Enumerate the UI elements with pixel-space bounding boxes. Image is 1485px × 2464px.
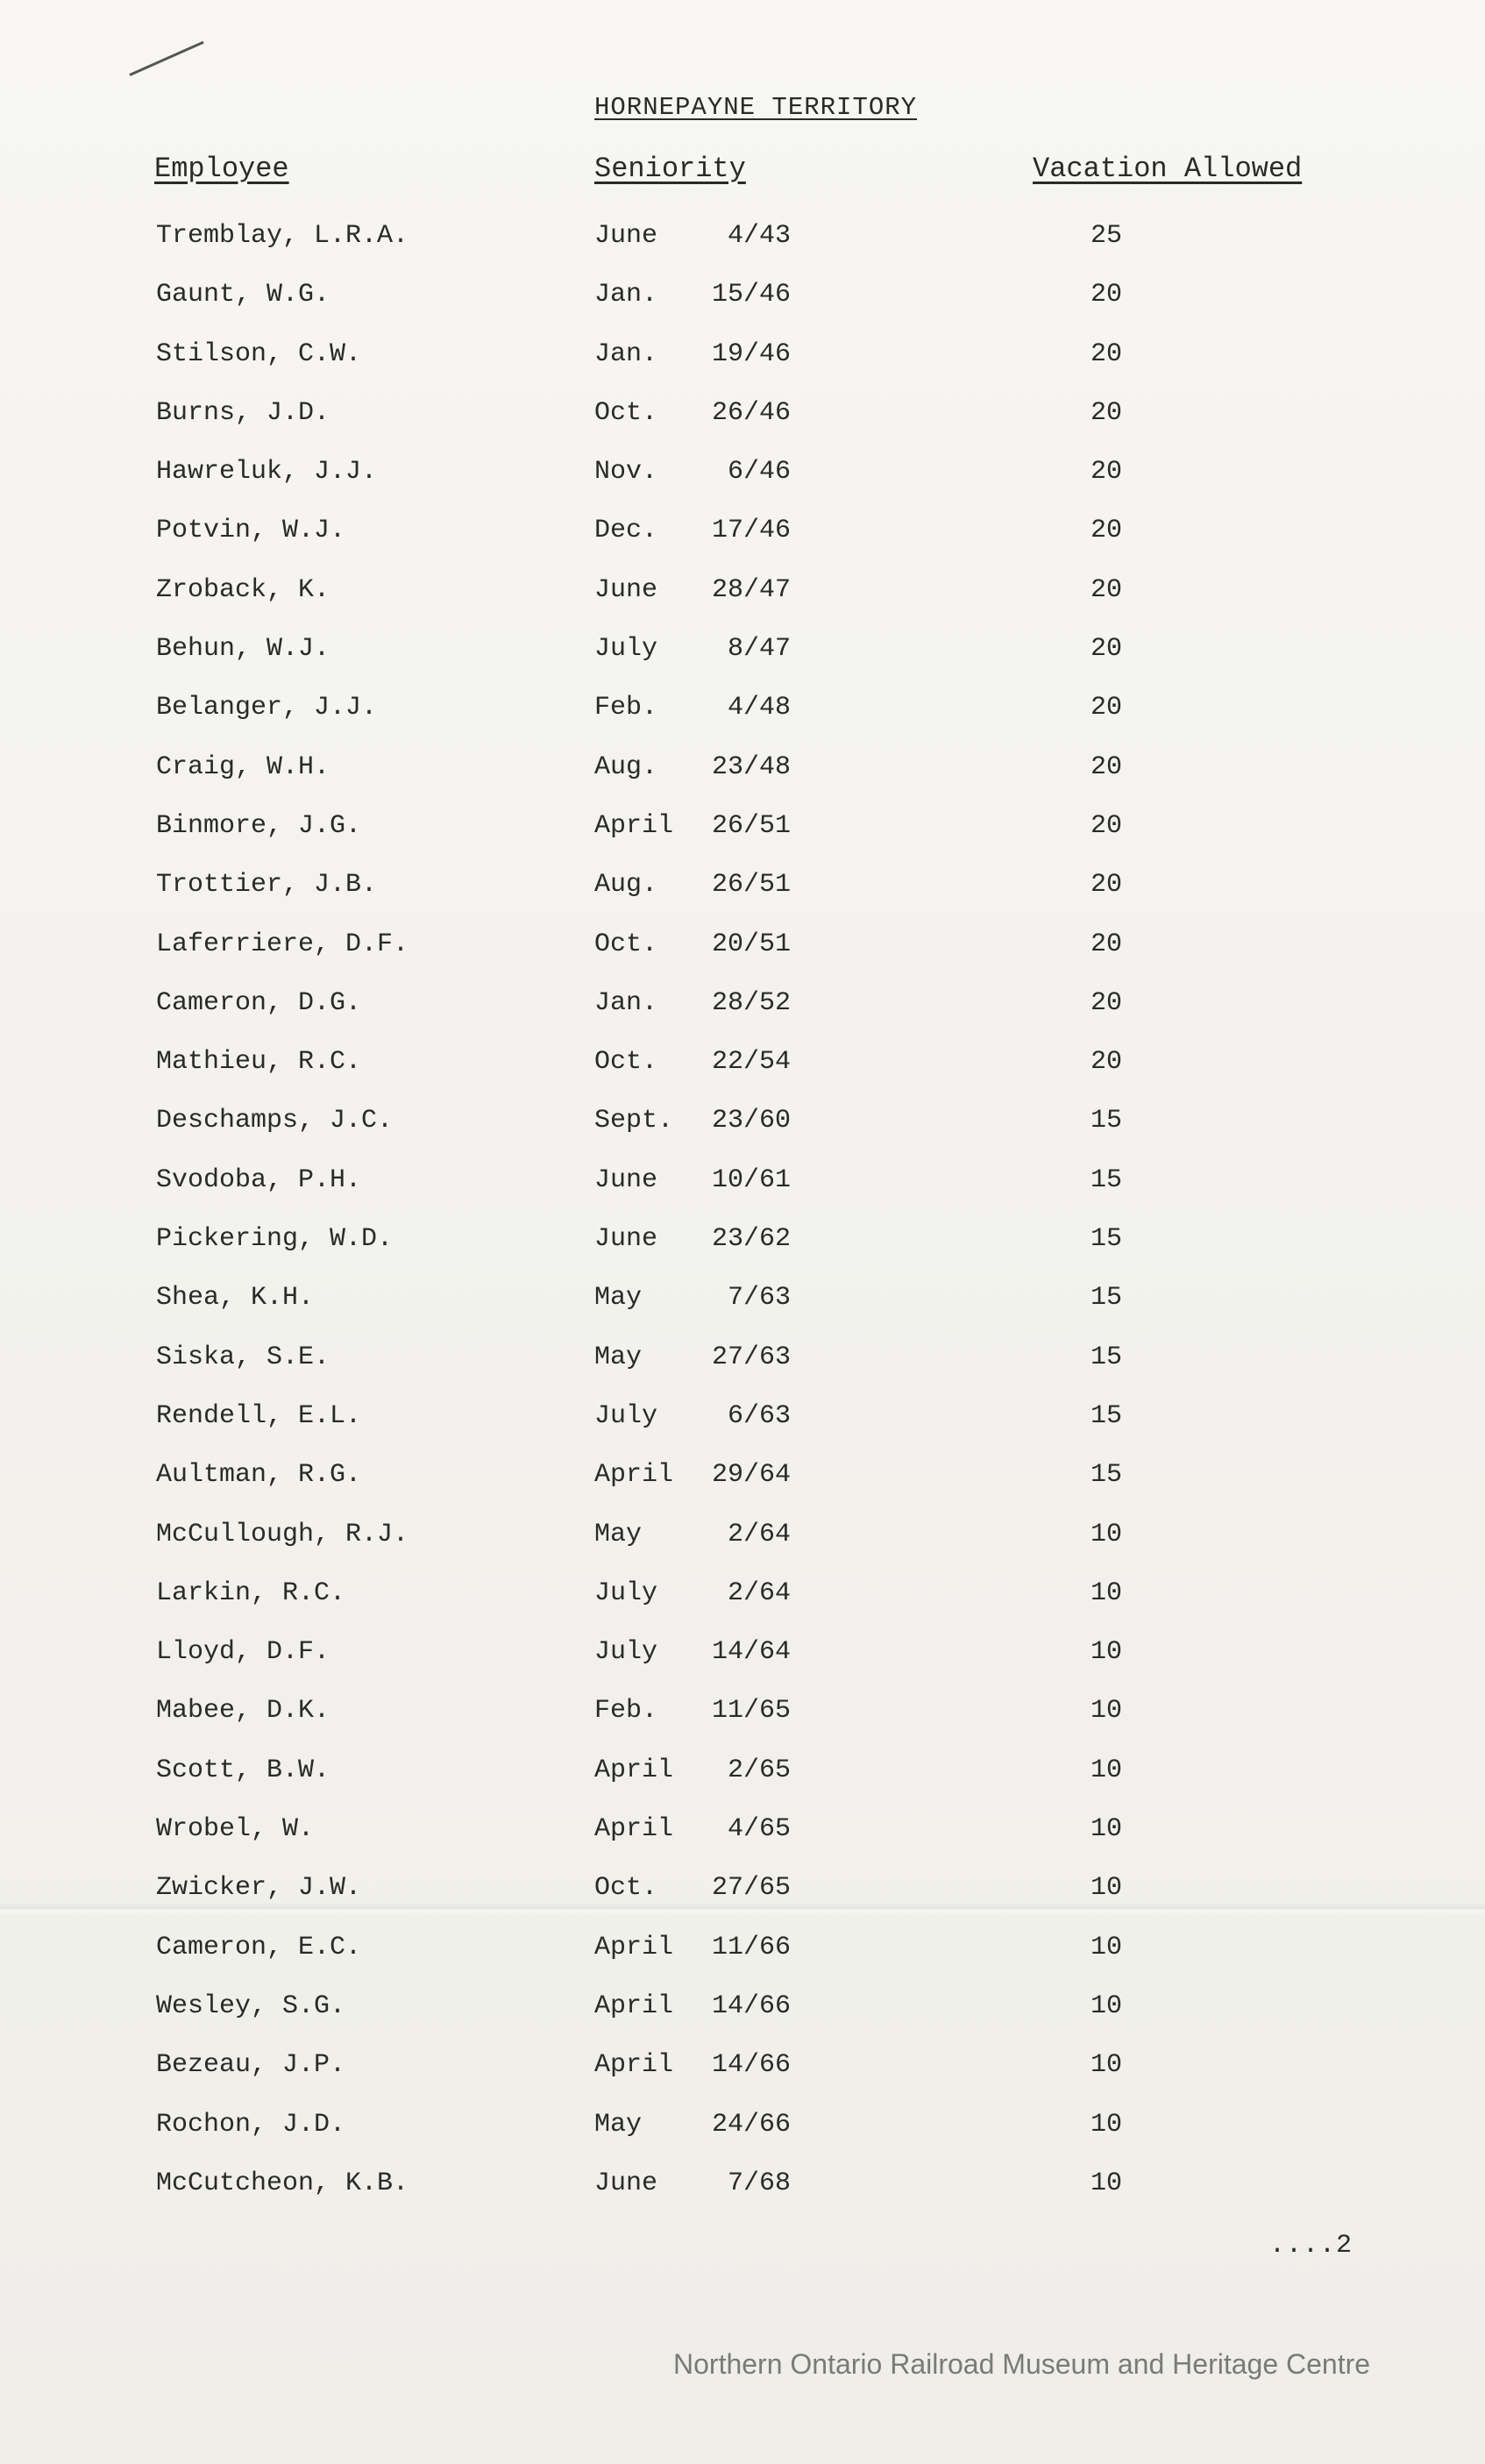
employee-name: Rochon, J.D. [156,2109,346,2140]
seniority-date: 26/51 [711,870,791,901]
seniority-month: Feb. [594,1696,658,1727]
seniority-month: May [594,2109,643,2140]
seniority-month: July [594,1637,658,1668]
employee-name: Binmore, J.G. [156,810,362,841]
employee-name: Craig, W.H. [156,751,330,782]
seniority-date: 6/46 [727,457,791,488]
seniority-date: 27/63 [711,1342,791,1372]
employee-name: Belanger, J.J. [156,693,378,723]
footer-credit: Northern Ontario Railroad Museum and Heritage Centre [673,2348,1371,2380]
vacation-days: 20 [1090,987,1122,1018]
table-row [0,1637,1485,1696]
seniority-month: May [594,1519,643,1549]
seniority-month: April [594,1814,674,1845]
employee-table [0,221,1485,2227]
header-vacation-allowed: Vacation Allowed [1033,153,1303,185]
table-row [0,1755,1485,1814]
table-row [0,1696,1485,1755]
header-seniority: Seniority [594,153,746,185]
seniority-date: 7/68 [727,2168,791,2198]
staple-mark [129,41,203,76]
seniority-date: 10/61 [711,1164,791,1195]
vacation-days: 20 [1090,338,1122,369]
employee-name: Laferriere, D.F. [156,929,409,959]
seniority-month: Feb. [594,693,658,723]
table-row [0,1460,1485,1519]
table-row [0,398,1485,457]
employee-name: McCutcheon, K.B. [156,2168,409,2198]
seniority-date: 23/62 [711,1224,791,1255]
seniority-date: 26/46 [711,397,791,428]
seniority-date: 4/43 [727,221,791,251]
seniority-date: 7/63 [727,1283,791,1314]
table-row [0,988,1485,1047]
seniority-month: Dec. [594,516,658,546]
vacation-days: 10 [1090,1873,1122,1904]
page-continuation: ....2 [1269,2231,1354,2261]
table-row [0,693,1485,751]
vacation-days: 20 [1090,1047,1122,1078]
document-title: HORNEPAYNE TERRITORY [594,93,918,122]
seniority-date: 2/64 [727,1519,791,1549]
vacation-days: 20 [1090,574,1122,605]
seniority-date: 15/46 [711,280,791,310]
employee-name: Aultman, R.G. [156,1460,362,1491]
seniority-month: Sept. [594,1106,674,1136]
seniority-month: June [594,221,658,251]
table-row [0,1991,1485,2050]
seniority-month: April [594,1755,674,1785]
employee-name: Wrobel, W. [156,1814,315,1845]
seniority-date: 26/51 [711,810,791,841]
seniority-month: Oct. [594,929,658,959]
vacation-days: 20 [1090,751,1122,782]
vacation-days: 15 [1090,1283,1122,1314]
employee-name: Shea, K.H. [156,1283,315,1314]
vacation-days: 10 [1090,1932,1122,1962]
table-row [0,929,1485,988]
vacation-days: 15 [1090,1224,1122,1255]
seniority-date: 2/65 [727,1755,791,1785]
table-row [0,221,1485,280]
employee-name: Mabee, D.K. [156,1696,330,1727]
table-row [0,1106,1485,1164]
vacation-days: 10 [1090,1696,1122,1727]
employee-name: Scott, B.W. [156,1755,330,1785]
vacation-days: 10 [1090,1519,1122,1549]
seniority-month: Oct. [594,397,658,428]
seniority-month: April [594,810,674,841]
table-row [0,575,1485,634]
employee-name: Hawreluk, J.J. [156,457,378,488]
seniority-month: Jan. [594,338,658,369]
vacation-days: 20 [1090,634,1122,665]
seniority-date: 2/64 [727,1577,791,1608]
seniority-date: 23/60 [711,1106,791,1136]
seniority-month: Oct. [594,1873,658,1904]
employee-name: Behun, W.J. [156,634,330,665]
seniority-month: July [594,634,658,665]
seniority-date: 8/47 [727,634,791,665]
seniority-month: May [594,1342,643,1372]
vacation-days: 20 [1090,929,1122,959]
table-row [0,280,1485,338]
table-row [0,339,1485,398]
table-row [0,752,1485,811]
seniority-month: June [594,1224,658,1255]
employee-name: Zwicker, J.W. [156,1873,362,1904]
seniority-date: 14/66 [711,1990,791,2021]
employee-name: Mathieu, R.C. [156,1047,362,1078]
vacation-days: 10 [1090,1990,1122,2021]
vacation-days: 10 [1090,2109,1122,2140]
seniority-date: 29/64 [711,1460,791,1491]
seniority-date: 28/52 [711,987,791,1018]
employee-name: Tremblay, L.R.A. [156,221,409,251]
employee-name: Wesley, S.G. [156,1990,346,2021]
seniority-month: Aug. [594,870,658,901]
vacation-days: 10 [1090,2050,1122,2081]
employee-name: Svodoba, P.H. [156,1164,362,1195]
table-row [0,1283,1485,1342]
table-row [0,1578,1485,1637]
vacation-days: 20 [1090,870,1122,901]
vacation-days: 15 [1090,1400,1122,1431]
employee-name: Cameron, E.C. [156,1932,362,1962]
seniority-month: April [594,1460,674,1491]
seniority-month: May [594,1283,643,1314]
seniority-date: 11/65 [711,1696,791,1727]
seniority-month: June [594,1164,658,1195]
employee-name: Pickering, W.D. [156,1224,394,1255]
seniority-month: Oct. [594,1047,658,1078]
seniority-date: 6/63 [727,1400,791,1431]
seniority-date: 17/46 [711,516,791,546]
vacation-days: 20 [1090,280,1122,310]
seniority-date: 4/48 [727,693,791,723]
seniority-month: Jan. [594,987,658,1018]
seniority-month: June [594,574,658,605]
vacation-days: 20 [1090,457,1122,488]
employee-name: Zroback, K. [156,574,330,605]
table-row [0,516,1485,574]
employee-name: Burns, J.D. [156,397,330,428]
employee-name: Cameron, D.G. [156,987,362,1018]
seniority-date: 28/47 [711,574,791,605]
seniority-month: Jan. [594,280,658,310]
employee-name: McCullough, R.J. [156,1519,409,1549]
table-row [0,634,1485,693]
employee-name: Gaunt, W.G. [156,280,330,310]
vacation-days: 10 [1090,2168,1122,2198]
table-row [0,1933,1485,1991]
vacation-days: 25 [1090,221,1122,251]
table-row [0,1342,1485,1401]
seniority-date: 11/66 [711,1932,791,1962]
employee-name: Bezeau, J.P. [156,2050,346,2081]
seniority-month: July [594,1577,658,1608]
table-row [0,1165,1485,1224]
vacation-days: 20 [1090,693,1122,723]
employee-name: Lloyd, D.F. [156,1637,330,1668]
seniority-date: 23/48 [711,751,791,782]
employee-name: Rendell, E.L. [156,1400,362,1431]
table-row [0,2168,1485,2227]
seniority-month: April [594,1990,674,2021]
vacation-days: 20 [1090,810,1122,841]
header-employee: Employee [154,153,289,185]
employee-name: Stilson, C.W. [156,338,362,369]
vacation-days: 10 [1090,1814,1122,1845]
employee-name: Trottier, J.B. [156,870,378,901]
seniority-month: Aug. [594,751,658,782]
table-row [0,2110,1485,2168]
table-row [0,870,1485,929]
table-row [0,457,1485,516]
table-row [0,811,1485,870]
vacation-days: 15 [1090,1106,1122,1136]
vacation-days: 15 [1090,1164,1122,1195]
vacation-days: 20 [1090,516,1122,546]
vacation-days: 15 [1090,1342,1122,1372]
seniority-date: 20/51 [711,929,791,959]
employee-name: Larkin, R.C. [156,1577,346,1608]
vacation-days: 15 [1090,1460,1122,1491]
seniority-month: Nov. [594,457,658,488]
table-row [0,1520,1485,1578]
table-row [0,2050,1485,2109]
table-row [0,1047,1485,1106]
seniority-date: 14/64 [711,1637,791,1668]
table-row [0,1224,1485,1283]
seniority-date: 22/54 [711,1047,791,1078]
seniority-date: 27/65 [711,1873,791,1904]
vacation-days: 10 [1090,1755,1122,1785]
employee-name: Potvin, W.J. [156,516,346,546]
seniority-month: April [594,1932,674,1962]
vacation-days: 20 [1090,397,1122,428]
employee-name: Deschamps, J.C. [156,1106,394,1136]
seniority-date: 19/46 [711,338,791,369]
seniority-date: 24/66 [711,2109,791,2140]
table-row [0,1814,1485,1873]
seniority-date: 4/65 [727,1814,791,1845]
vacation-days: 10 [1090,1637,1122,1668]
vacation-days: 10 [1090,1577,1122,1608]
seniority-month: April [594,2050,674,2081]
seniority-month: July [594,1400,658,1431]
seniority-date: 14/66 [711,2050,791,2081]
employee-name: Siska, S.E. [156,1342,330,1372]
table-row [0,1873,1485,1932]
seniority-month: June [594,2168,658,2198]
table-row [0,1401,1485,1460]
